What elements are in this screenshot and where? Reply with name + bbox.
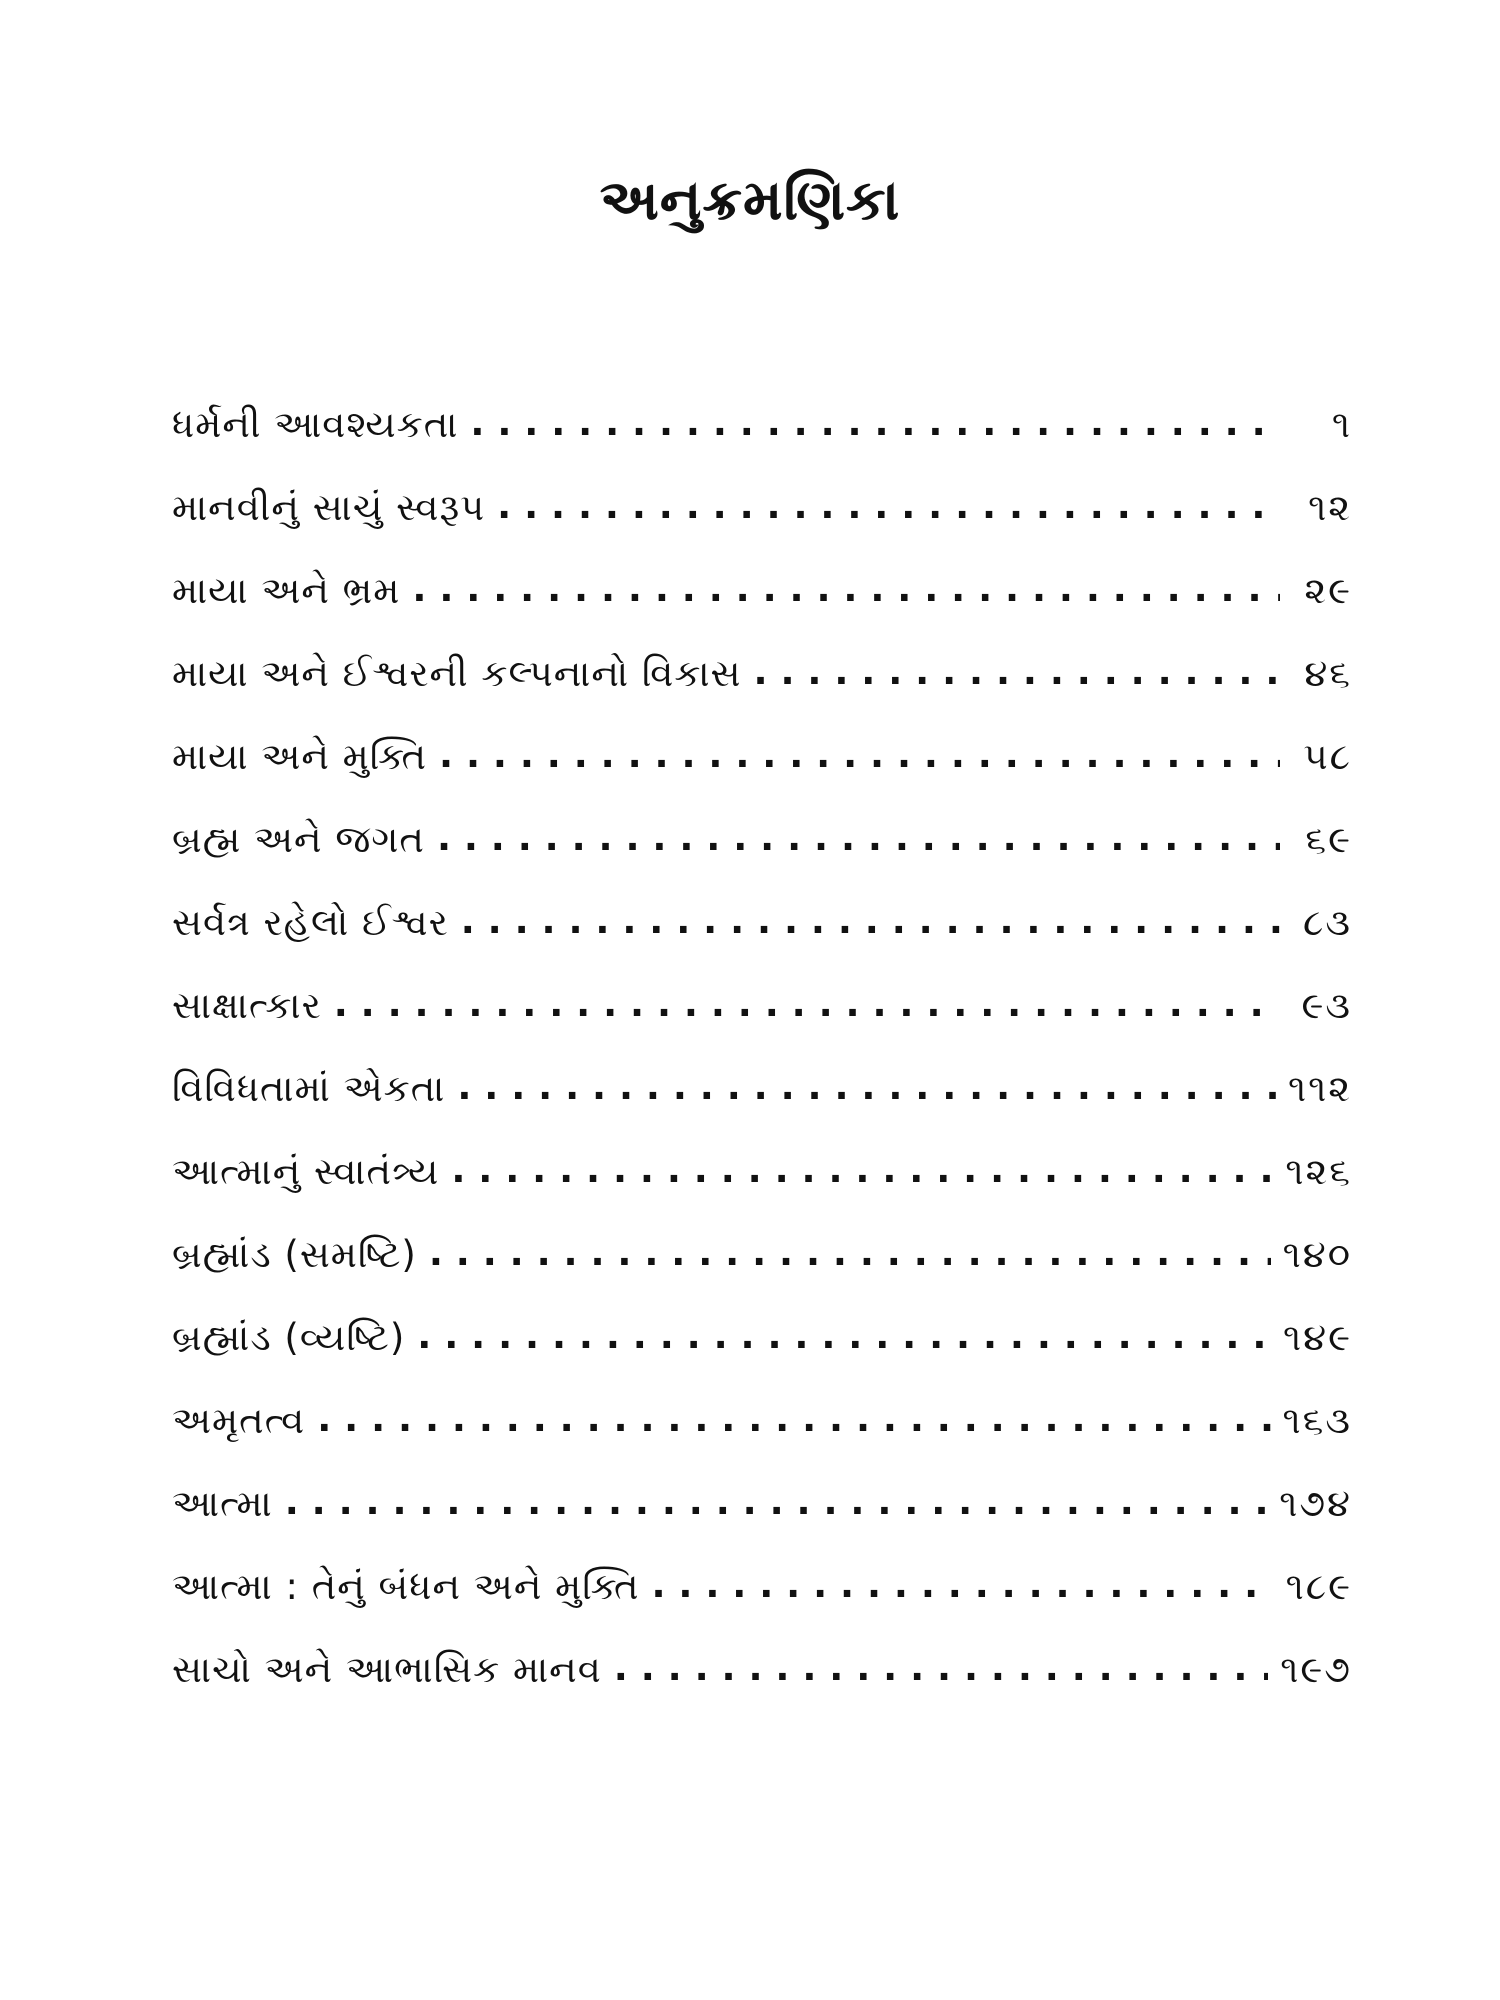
toc-entry [172,1064,1352,1147]
table-of-contents [172,400,1352,1728]
toc-entry [172,1147,1352,1230]
dot-leader [334,979,1280,1029]
toc-page-number: ૫૮ [1303,735,1352,778]
toc-entry-title: સર્વત્ર રહેલો ઈશ્વર [172,901,449,944]
toc-entry [172,483,1352,566]
dot-leader [457,1062,1276,1112]
toc-page-number: ૧૭૪ [1279,1482,1352,1525]
toc-page-number: ૧૯૭ [1280,1648,1352,1691]
toc-entry [172,981,1352,1064]
toc-page-number: ૨૯ [1304,569,1352,612]
dot-leader [285,1477,1267,1527]
dot-leader [317,1394,1270,1444]
toc-entry-title: સાચો અને આભાસિક માનવ [172,1648,602,1691]
toc-page-number: ૧૬૩ [1282,1399,1352,1442]
dot-leader [429,1228,1271,1278]
toc-page-number: ૧૮૯ [1285,1565,1352,1608]
toc-page-number: ૮૩ [1303,901,1352,944]
dot-leader [439,730,1280,780]
toc-entry-title: આત્મા : તેનું બંધન અને મુક્તિ [172,1565,640,1608]
toc-page-number: ૬૯ [1305,818,1352,861]
toc-entry-title: માયા અને મુક્તિ [172,735,428,778]
toc-page-number: ૧૧૨ [1288,1067,1352,1110]
toc-entry-title: બ્રહ્મ અને જગત [172,818,425,861]
dot-leader [412,564,1280,614]
toc-entry-title: માયા અને ભ્રમ [172,569,401,612]
toc-page-number: ૧૨૬ [1285,1150,1352,1193]
toc-entry-title: સાક્ષાત્કાર [172,984,322,1027]
toc-entry [172,649,1352,732]
toc-page-number: ૯૩ [1301,984,1352,1027]
toc-entry-title: બ્રહ્માંડ (વ્યષ્ટિ) [172,1316,406,1359]
toc-entry [172,1562,1352,1645]
toc-page-number: ૧ [1331,403,1352,446]
toc-entry [172,1396,1352,1479]
dot-leader [497,481,1280,531]
toc-entry [172,1313,1352,1396]
page-title: અનુક્રમણિકા [599,168,901,233]
toc-page-number: ૪૬ [1304,652,1352,695]
toc-entry-title: આત્માનું સ્વાતંત્ર્ય [172,1150,440,1193]
toc-entry [172,1230,1352,1313]
dot-leader [417,1311,1271,1361]
dot-leader [461,896,1280,946]
toc-entry [172,400,1352,483]
toc-page-number: ૧૪૦ [1282,1233,1352,1276]
toc-page-number: ૧૨ [1308,486,1352,529]
dot-leader [614,1643,1268,1693]
dot-leader [451,1145,1273,1195]
toc-page-number: ૧૪૯ [1283,1316,1352,1359]
toc-entry-title: બ્રહ્માંડ (સમષ્ટિ) [172,1233,417,1276]
dot-leader [652,1560,1274,1610]
dot-leader [437,813,1280,863]
toc-entry [172,566,1352,649]
toc-entry-title: માયા અને ઈશ્વરની કલ્પનાનો વિકાસ [172,652,742,695]
toc-entry-title: ધર્મની આવશ્યકતા [172,403,459,446]
dot-leader [470,398,1280,448]
toc-entry-title: વિવિધતામાં એકતા [172,1067,446,1110]
toc-entry-title: આત્મા [172,1482,273,1525]
toc-entry [172,732,1352,815]
dot-leader [754,647,1280,697]
toc-entry [172,815,1352,898]
toc-entry-title: માનવીનું સાચું સ્વરૂપ [172,486,486,529]
toc-entry [172,1479,1352,1562]
toc-entry-title: અમૃતત્વ [172,1399,306,1442]
toc-entry [172,898,1352,981]
toc-entry [172,1645,1352,1728]
